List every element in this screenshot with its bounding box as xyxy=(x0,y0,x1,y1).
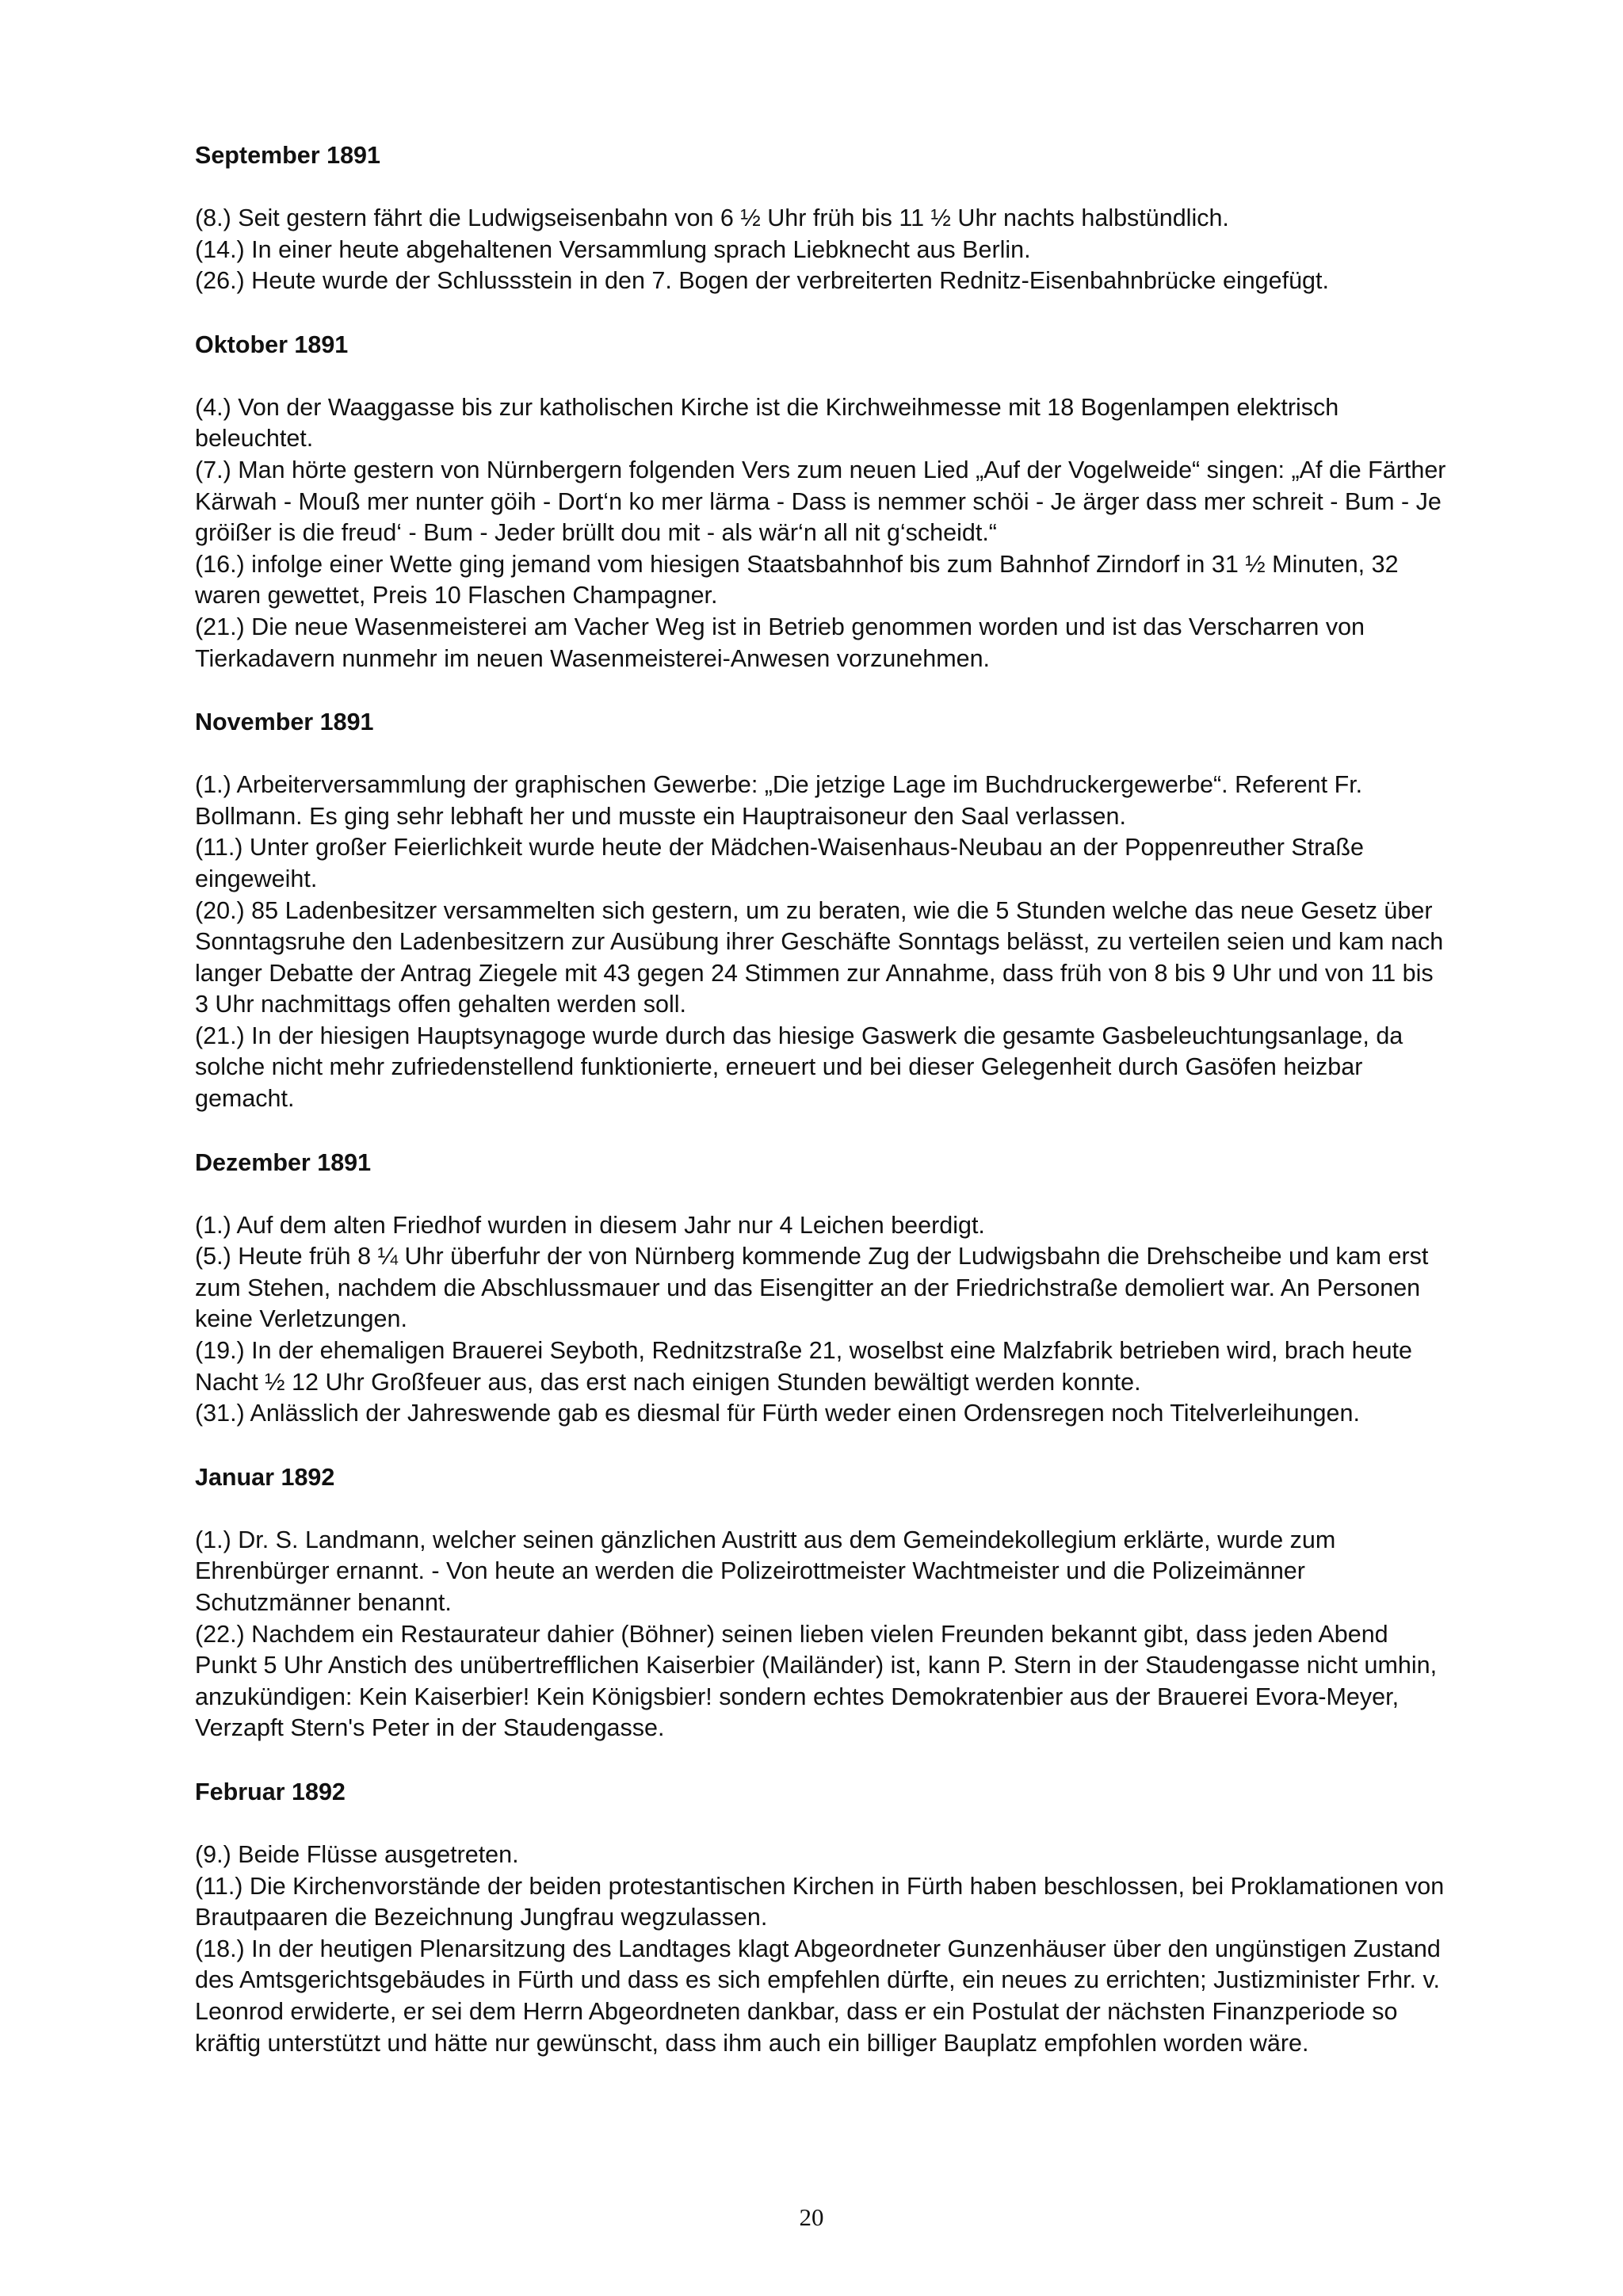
entry: (1.) Arbeiterversammlung der graphischen Gewerbe: „Die jetzige Lage im Buchdruckergewerbe“. Referent Fr. Bollmann. Es ging sehr lebhaft her und musste ein Hauptraisoneur den Saal verlassen. xyxy=(195,771,1363,830)
entry: (11.) Unter großer Feierlichkeit wurde heute der Mädchen-Waisenhaus-Neubau an der Poppenreuther Straße eingeweiht. xyxy=(195,834,1364,892)
section-heading: September 1891 xyxy=(195,142,380,169)
section-november-1891 xyxy=(195,706,1447,1115)
entry: (5.) Heute früh 8 ¼ Uhr überfuhr der von Nürnberg kommende Zug der Ludwigsbahn die Drehscheibe und kam erst zum Stehen, nachdem die Abschlussmauer und das Eisengitter an der Friedrichstraße demoliert war. An Personen keine Verletzungen. xyxy=(195,1243,1429,1333)
section-februar-1892 xyxy=(195,1776,1447,2059)
entry: (8.) Seit gestern fährt die Ludwigseisenbahn von 6 ½ Uhr früh bis 11 ½ Uhr nachts halbstündlich. xyxy=(195,204,1229,231)
entry: (19.) In der ehemaligen Brauerei Seyboth, Rednitzstraße 21, woselbst eine Malzfabrik betrieben wird, brach heute Nacht ½ 12 Uhr Großfeuer aus, das erst nach einigen Stunden bewältigt werden konnte. xyxy=(195,1337,1412,1396)
entry: (14.) In einer heute abgehaltenen Versammlung sprach Liebknecht aus Berlin. xyxy=(195,235,1031,263)
entry: (31.) Anlässlich der Jahreswende gab es diesmal für Fürth weder einen Ordensregen noch Titelverleihungen. xyxy=(195,1400,1360,1427)
entry: (16.) infolge einer Wette ging jemand vom hiesigen Staatsbahnhof bis zum Bahnhof Zirndorf in 31 ½ Minuten, 32 waren gewettet, Preis 10 Flaschen Champagner. xyxy=(195,550,1399,609)
document-page xyxy=(195,139,1447,2091)
section-heading: Februar 1892 xyxy=(195,1778,346,1805)
entry: (22.) Nachdem ein Restaurateur dahier (Böhner) seinen lieben vielen Freunden bekannt gibt, dass jeden Abend Punkt 5 Uhr Anstich des unübertrefflichen Kaiserbier (Mailänder) ist, kann P. Stern in der Staudengasse nicht umhin, anzukündigen: Kein Kaiserbier! Kein Königsbier! sondern echtes Demokratenbier aus der Brauerei Evora-Meyer, Verzapft Stern's Peter in der Staudengasse. xyxy=(195,1620,1438,1742)
entry: (26.) Heute wurde der Schlussstein in den 7. Bogen der verbreiterten Rednitz-Eisenbahnbrücke eingefügt. xyxy=(195,267,1329,295)
entry: (1.) Auf dem alten Friedhof wurden in diesem Jahr nur 4 Leichen beerdigt. xyxy=(195,1211,985,1239)
entry: (21.) In der hiesigen Hauptsynagoge wurde durch das hiesige Gaswerk die gesamte Gasbeleuchtungsanlage, da solche nicht mehr zufriedenstellend funktionierte, erneuert und bei dieser Gelegenheit durch Gasöfen heizbar gemacht. xyxy=(195,1022,1403,1113)
entry: (11.) Die Kirchenvorstände der beiden protestantischen Kirchen in Fürth haben beschlossen, bei Proklamationen von Brautpaaren die Bezeichnung Jungfrau wegzulassen. xyxy=(195,1872,1445,1931)
entry: (21.) Die neue Wasenmeisterei am Vacher Weg ist in Betrieb genommen worden und ist das Verscharren von Tierkadavern nunmehr im neuen Wasenmeisterei-Anwesen vorzunehmen. xyxy=(195,613,1365,672)
section-heading: November 1891 xyxy=(195,709,374,736)
section-dezember-1891 xyxy=(195,1147,1447,1430)
section-oktober-1891 xyxy=(195,329,1447,674)
entry: (7.) Man hörte gestern von Nürnbergern folgenden Vers zum neuen Lied „Auf der Vogelweide“ singen: „Af die Färther Kärwah - Mouß mer nunter göih - Dort‘n ko mer lärma - Dass is nemmer schöi - Je ärger dass mer schreit - Bum - Je gröißer is die freud‘ - Bum - Jeder brüllt dou mit - als wär‘n all nit g‘scheidt.“ xyxy=(195,456,1446,547)
entry: (9.) Beide Flüsse ausgetreten. xyxy=(195,1840,519,1868)
section-heading: Dezember 1891 xyxy=(195,1148,372,1176)
entry: (1.) Dr. S. Landmann, welcher seinen gänzlichen Austritt aus dem Gemeindekollegium erklärte, wurde zum Ehrenbürger ernannt. - Von heute an werden die Polizeirottmeister Wachtmeister und die Polizeimänner Schutzmänner benannt. xyxy=(195,1526,1336,1616)
section-heading: Oktober 1891 xyxy=(195,330,349,358)
section-heading: Januar 1892 xyxy=(195,1463,335,1491)
entry: (20.) 85 Ladenbesitzer versammelten sich gestern, um zu beraten, wie die 5 Stunden welche das neue Gesetz über Sonntagsruhe den Ladenbesitzern zur Ausübung ihrer Geschäfte Sonntags belässt, zu verteilen seien und kam nach langer Debatte der Antrag Ziegele mit 43 gegen 24 Stimmen zur Annahme, dass früh von 8 bis 9 Uhr und von 11 bis 3 Uhr nachmittags offen gehalten werden soll. xyxy=(195,896,1444,1018)
page-number: 20 xyxy=(799,2203,824,2231)
entry: (18.) In der heutigen Plenarsitzung des Landtages klagt Abgeordneter Gunzenhäuser über den ungünstigen Zustand des Amtsgerichtsgebäudes in Fürth und dass es sich empfehlen dürfte, ein neues zu errichten; Justizminister Frhr. v. Leonrod erwiderte, er sei dem Herrn Abgeordneten dankbar, dass er ein Postulat der nächsten Finanzperiode so kräftig unterstützt und hätte nur gewünscht, dass ihm auch ein billiger Bauplatz empfohlen worden wäre. xyxy=(195,1935,1441,2057)
section-januar-1892 xyxy=(195,1461,1447,1744)
section-september-1891 xyxy=(195,139,1447,297)
entry: (4.) Von der Waaggasse bis zur katholischen Kirche ist die Kirchweihmesse mit 18 Bogenlampen elektrisch beleuchtet. xyxy=(195,393,1339,453)
